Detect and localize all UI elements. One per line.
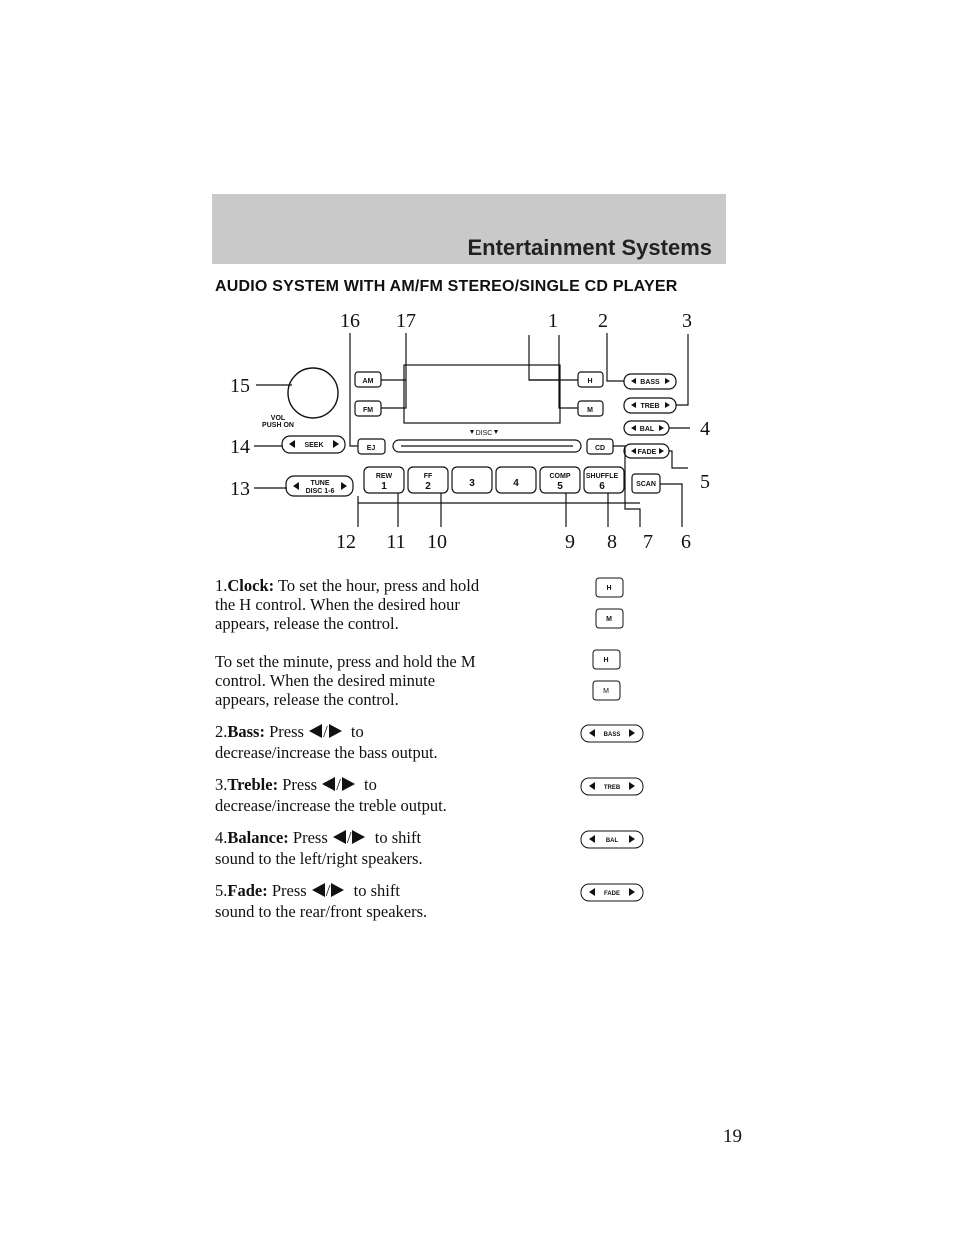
item-fade-after: to shift [353,881,400,900]
callout-9: 9 [565,531,575,553]
callout-13: 13 [230,478,250,500]
rew-label: REW [375,473,393,480]
callout-8: 8 [607,531,617,553]
disc-label: DISC [475,430,493,437]
item-treble-after: to [364,775,377,794]
callout-4: 4 [700,418,710,440]
item-bass-slash: / [323,722,328,741]
item-bass-term: Bass: [227,722,265,741]
side-m-label: M [606,616,612,623]
am-label: AM [362,378,374,385]
callout-15: 15 [230,375,250,397]
callout-2: 2 [598,310,608,332]
side-bass-label: BASS [603,732,621,738]
item-fade-number: 5. [215,881,228,900]
h-label: H [587,378,593,385]
preset-4-label: 4 [513,478,519,489]
item-bass-press: Press [269,722,304,741]
bal-label: BAL [639,426,655,433]
side-m-alt-label: M [603,688,609,695]
preset-5-label: 5 [557,481,563,492]
section-title: AUDIO SYSTEM WITH AM/FM STEREO/SINGLE CD PLAYER [215,278,678,295]
cd-label: CD [594,445,606,452]
shuffle-label: SHUFFLE [585,473,619,480]
comp-label: COMP [549,473,571,480]
callout-16: 16 [340,310,360,332]
scan-label: SCAN [636,481,656,488]
ff-label: FF [423,473,433,480]
ej-label: EJ [366,445,376,452]
item-clock-number: 1. [215,576,228,595]
side-h-label: H [606,585,612,592]
item-balance-text: sound to the left/right speakers. [215,849,423,868]
item-fade-text: sound to the rear/front speakers. [215,902,428,921]
item-bass-number: 2. [215,722,228,741]
callout-5: 5 [700,471,710,493]
item-treble-text: decrease/increase the treble output. [215,796,447,815]
item-clock-term: Clock: [227,576,275,595]
item-balance-slash: / [346,828,352,847]
callout-10: 10 [427,531,447,553]
preset-2-label: 2 [425,481,431,492]
tune-label-2: DISC 1-6 [305,488,335,495]
item-balance-term: Balance: [227,828,289,847]
callout-11: 11 [386,531,406,553]
item-clock-text1: To set the hour, press and hold the H control. When the desired hour appears, release the control. [215,576,480,633]
item-balance-number: 4. [215,828,228,847]
preset-3-label: 3 [469,478,475,489]
item-bass-text: decrease/increase the bass output. [215,743,438,762]
item-balance-after: to shift [374,828,422,847]
item-fade-term: Fade: [227,881,268,900]
callout-3: 3 [682,310,692,332]
m-label: M [587,407,593,414]
item-treble-press: Press [282,775,318,794]
item-bass-after: to [350,722,364,741]
fm-label: FM [362,407,374,414]
callout-6: 6 [681,531,691,553]
vol-label-2: PUSH ON [262,422,294,429]
callout-14: 14 [230,436,250,458]
page-number: 19 [723,1126,742,1147]
side-h-alt-label: H [603,657,609,664]
side-bal-label: BAL [605,838,619,844]
item-treble-term: Treble: [227,775,279,794]
bass-label: BASS [640,379,660,386]
item-treble-number: 3. [215,775,228,794]
preset-1-label: 1 [381,481,387,492]
item-clock-text2: To set the minute, press and hold the M control. When the desired minute appears, release the control. [215,652,476,709]
side-fade-label: FADE [603,891,621,897]
callout-1: 1 [548,310,558,332]
side-treb-label: TREB [603,785,621,791]
callout-12: 12 [336,531,356,553]
tune-label-1: TUNE [310,480,330,487]
header-title: Entertainment Systems [467,235,712,260]
callout-7: 7 [643,531,653,553]
preset-6-label: 6 [599,481,605,492]
item-fade-slash: / [325,881,331,900]
treb-label: TREB [640,403,660,410]
callout-17: 17 [396,310,416,332]
item-treble-slash: / [336,775,341,794]
item-balance-press: Press [292,828,328,847]
seek-label: SEEK [304,442,324,449]
vol-label-1: VOL [270,415,286,422]
item-fade-press: Press [271,881,307,900]
fade-label: FADE [637,449,657,456]
